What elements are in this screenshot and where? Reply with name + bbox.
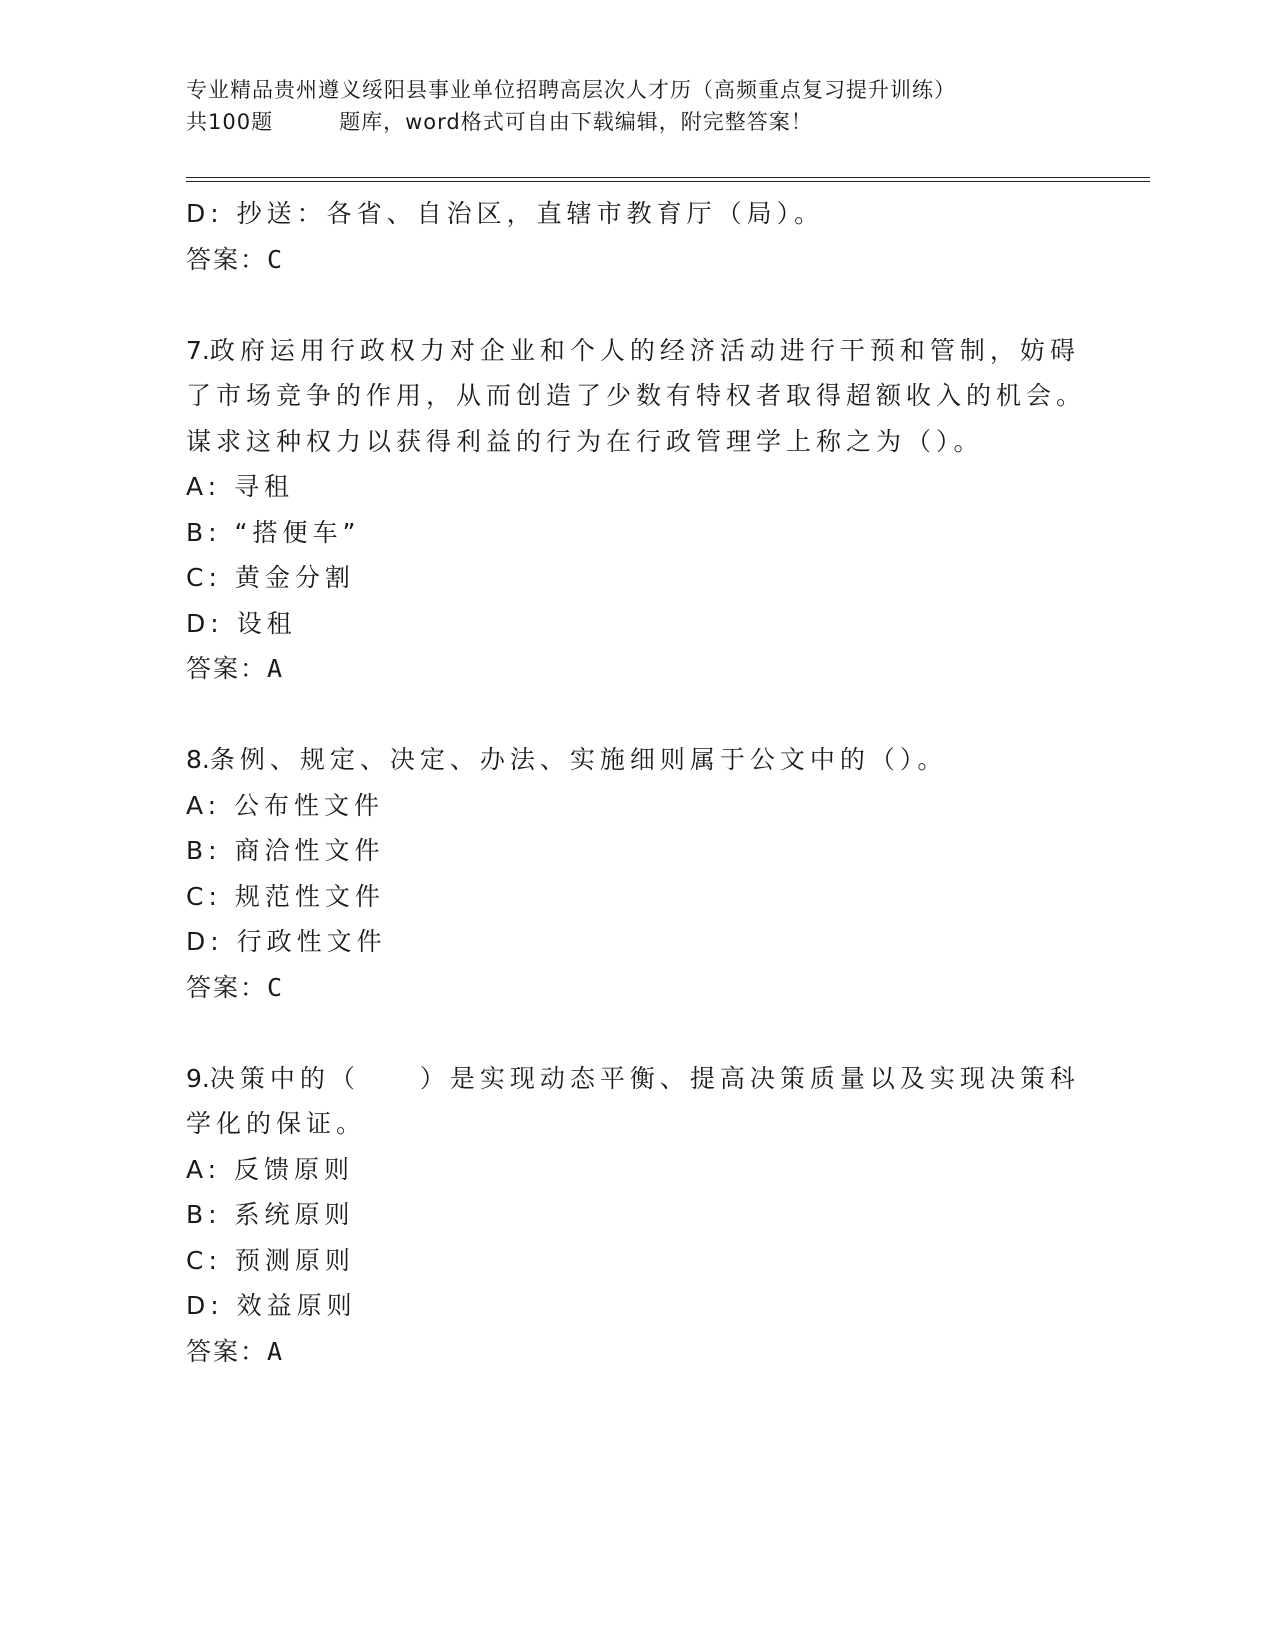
answer-value: A [267, 654, 285, 683]
answer-value: C [267, 972, 285, 1002]
question-stem-line: 了市场竞争的作用，从而创造了少数有特权者取得超额收入的机会。 [186, 381, 1087, 410]
header-rule-bottom [186, 181, 1150, 182]
question-stem-line: 学化的保证。 [186, 1109, 367, 1138]
question-9 [186, 1056, 1086, 1375]
option-d: D: 效益原则 [186, 1291, 357, 1320]
document-header [186, 74, 1106, 138]
header-question-count: 共100题 [186, 110, 274, 134]
option-d: D: 设租 [186, 608, 297, 638]
question-stem-line: 8.条例、规定、决定、办法、实施细则属于公文中的（）。 [186, 745, 948, 774]
question-number: 8. [186, 745, 210, 774]
option-b: B: “搭便车” [186, 517, 361, 547]
answer [186, 965, 1086, 1011]
answer [186, 646, 1086, 692]
option-c: C: 黄金分割 [186, 563, 355, 592]
answer-label: 答案： [186, 1336, 268, 1366]
question-stem-line: 7.政府运用行政权力对企业和个人的经济活动进行干预和管制，妨碍 [186, 335, 1080, 365]
answer-value: C [267, 244, 285, 274]
header-rule-top [186, 177, 1150, 178]
header-description: 题库，word格式可自由下载编辑，附完整答案！ [339, 110, 813, 134]
option-b: B: 商洽性文件 [186, 836, 385, 865]
option-a: A: 寻租 [186, 472, 295, 501]
answer-label: 答案： [186, 244, 268, 274]
answer-label: 答案： [186, 654, 268, 683]
question-number: 9. [186, 1063, 210, 1093]
answer [186, 1329, 1086, 1375]
question-8 [186, 737, 1086, 1010]
option-d: D: 行政性文件 [186, 927, 387, 956]
option-b: B: 系统原则 [186, 1200, 355, 1229]
question-stem-line: 谋求这种权力以获得利益的行为在行政管理学上称之为（）。 [186, 426, 984, 456]
prev-answer [186, 237, 1086, 283]
answer-value: A [267, 1336, 285, 1366]
question-content [186, 191, 1086, 1374]
answer-label: 答案： [186, 972, 268, 1002]
question-stem-line: 9.决策中的（ ）是实现动态平衡、提高决策质量以及实现决策科 [186, 1063, 1080, 1093]
prev-option-d: D: 抄送：各省、自治区，直辖市教育厅（局）。 [186, 199, 825, 228]
header-subtitle [186, 106, 1106, 138]
question-number: 7. [186, 335, 210, 365]
header-title: 专业精品贵州遵义绥阳县事业单位招聘高层次人才历（高频重点复习提升训练） [186, 78, 956, 102]
option-a: A: 反馈原则 [186, 1154, 355, 1184]
option-c: C: 预测原则 [186, 1245, 355, 1275]
option-a: A: 公布性文件 [186, 790, 385, 820]
option-c: C: 规范性文件 [186, 881, 385, 911]
question-7 [186, 328, 1086, 692]
